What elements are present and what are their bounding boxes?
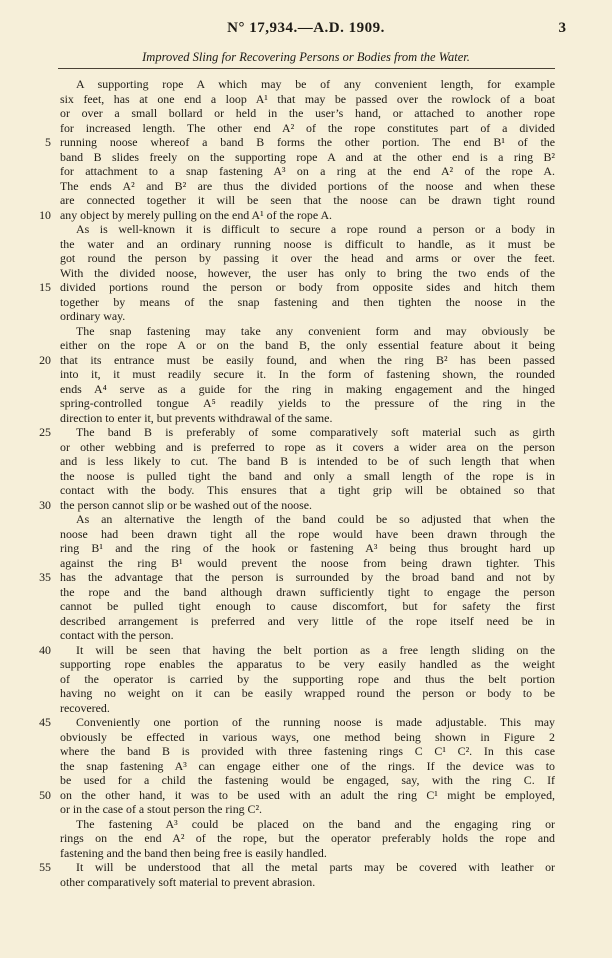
patent-number-title: N° 17,934.—A.D. 1909. — [227, 20, 385, 36]
running-subtitle: Improved Sling for Recovering Persons or Bodies from the Water. — [142, 50, 470, 64]
line-number: 10 — [39, 207, 51, 222]
text-line: rings on the end A² of the rope, but the operator preferably holds the rope and — [60, 831, 555, 845]
line-number: 35 — [39, 570, 51, 584]
text-line: on the other hand, it was to be used with an adult the ring C¹ might be employed, — [60, 787, 555, 802]
text-line: direction to enter it, but prevents withdrawal of the same. — [60, 410, 333, 425]
text-line: for attachment to a snap fastening A³ on a ring at the end A² of the rope A. — [60, 164, 555, 178]
text-line: of the operator is carried by the supporting rope and thus the belt portion — [60, 671, 555, 686]
text-line: the noose is pulled tight the band and only a small length of the rope is in — [60, 468, 555, 483]
text-line: band B slides freely on the supporting rope A and at the other end is a ring B² — [60, 149, 555, 164]
text-line: ring B¹ and the ring of the hook or fastening A³ being thus brought hard up — [60, 541, 555, 555]
text-line: The ends A² and B² are thus the divided portions of the noose and when these — [60, 178, 555, 193]
text-line: With the divided noose, however, the user has only to bring the two ends of the — [60, 265, 555, 280]
text-line: are connected together it will be seen that the noose can be drawn tight round — [60, 193, 555, 207]
text-line: The band B is preferably of some comparatively soft material such as girth — [76, 425, 555, 439]
text-line: A supporting rope A which may be of any convenient length, for example — [76, 77, 555, 91]
text-line: the snap fastening A³ can engage either one of the rings. If the device was to — [60, 758, 555, 773]
line-number: 20 — [39, 352, 51, 367]
text-line: ends A⁴ serve as a guide for the ring in making engagement and the hinged — [60, 381, 555, 396]
page-header — [0, 20, 612, 40]
line-number: 15 — [39, 280, 51, 294]
text-line: running noose whereof a band B forms the other portion. The end B¹ of the — [60, 135, 555, 149]
text-line: The fastening A³ could be placed on the band and the engaging ring or — [76, 816, 555, 831]
text-line: spring-controlled tongue A⁵ readily yields to the pressure of the ring in the — [60, 396, 555, 410]
text-line: the person cannot slip or be washed out of the noose. — [60, 497, 312, 512]
text-line: other comparatively soft material to prevent abrasion. — [60, 874, 316, 889]
text-line: or in the case of a stout person the ring C². — [60, 802, 263, 816]
text-line: recovered. — [60, 700, 110, 715]
text-line: having no weight on it can be easily wrapped round the person or body to be — [60, 686, 555, 700]
text-line: divided portions round the person or body from opposite sides and hitch them — [60, 280, 555, 294]
text-line: The snap fastening may take any convenient form and may obviously be — [76, 323, 555, 338]
text-line: the water and an ordinary running noose is difficult to handle, as it must be — [60, 236, 555, 251]
text-line: described arrangement is preferred and very little of the rope itself need be in — [60, 613, 555, 628]
text-line: supporting rope enables the apparatus to be very easily handled as the weight — [60, 657, 555, 671]
text-line: got round the person by passing it over the head and arms or over the feet. — [60, 251, 555, 265]
text-line: It will be seen that having the belt portion as a free length sliding on the — [76, 642, 555, 657]
line-number: 5 — [45, 135, 51, 149]
text-line: contact with the person. — [60, 628, 174, 642]
text-line: has the advantage that the person is surrounded by the broad band and not by — [60, 570, 555, 584]
text-line: any object by merely pulling on the end A¹ of the rope A. — [60, 207, 333, 222]
text-line: either on the rope A or on the band B, the only essential feature about it being — [60, 338, 555, 352]
text-line: Conveniently one portion of the running noose is made adjustable. This may — [76, 715, 555, 729]
text-line: against the ring B¹ would prevent the noose from being drawn tighter. This — [60, 555, 555, 570]
text-line: or over a small bollard or held in the user’s hand, or attached to another rope — [60, 106, 555, 120]
text-line: into it, it must readily secure it. In the form of fastening shown, the rounded — [60, 367, 555, 381]
text-line: be used for a child the fastening would be engaged, say, with the ring C. If — [60, 773, 555, 787]
text-line: the rope and the band although drawn sufficiently tight to engage the person — [60, 584, 555, 599]
line-number: 40 — [39, 642, 51, 657]
line-number: 30 — [39, 497, 51, 512]
text-line: ordinary way. — [60, 309, 126, 323]
text-line: contact with the body. This ensures that a tight grip will be obtained so that — [60, 483, 555, 497]
page-number: 3 — [558, 20, 566, 36]
text-line: for increased length. The other end A² of the rope constitutes part of a divided — [60, 120, 555, 135]
text-line: noose had been drawn tight all the rope would have been drawn through the — [60, 526, 555, 541]
text-line: cannot be pulled tight enough to cause discomfort, but for safety the first — [60, 599, 555, 613]
header-rule — [58, 68, 555, 69]
text-line: that its entrance must be easily found, and when the ring B² has been passed — [60, 352, 555, 367]
line-number: 45 — [39, 715, 51, 729]
line-number: 55 — [39, 860, 51, 874]
line-number: 25 — [39, 425, 51, 439]
text-line: together by means of the snap fastening and then tighten the noose in the — [60, 294, 555, 309]
text-line: where the band B is provided with three fastening rings C C¹ C². In this case — [60, 744, 555, 758]
text-line: and is less likely to cut. The band B is intended to be of such length that when — [60, 454, 555, 468]
text-line: It will be understood that all the metal parts may be covered with leather or — [76, 860, 555, 874]
text-line: As is well-known it is difficult to secure a rope round a person or a body in — [76, 222, 555, 236]
text-line: As an alternative the length of the band could be so adjusted that when the — [76, 512, 555, 526]
text-line: or other webbing and is preferred to rope as it covers a wider area on the person — [60, 439, 555, 454]
text-line: obviously be effected in various ways, one method being shown in Figure 2 — [60, 729, 555, 744]
line-number: 50 — [39, 787, 51, 802]
text-line: six feet, has at one end a loop A¹ that may be passed over the rowlock of a boat — [60, 91, 555, 106]
text-line: fastening and the band then being free is easily handled. — [60, 845, 327, 860]
